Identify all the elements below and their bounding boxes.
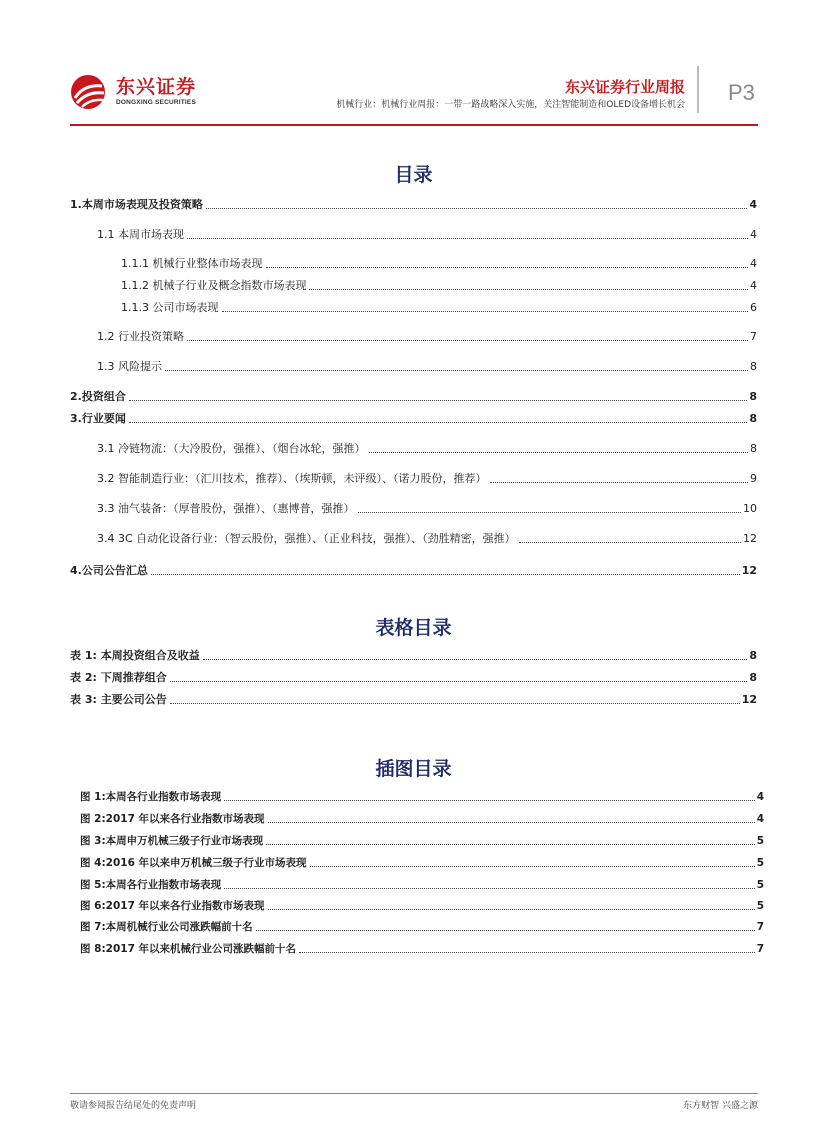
figure-entry-page: 5 — [756, 879, 764, 891]
company-logo — [70, 74, 196, 110]
figures-toc-title: 插图目录 — [375, 758, 452, 780]
toc-entry-page: 9 — [750, 472, 757, 485]
table-entry-label: 表 3: 主要公司公告 — [70, 693, 167, 706]
toc-entry-page: 4 — [750, 257, 757, 270]
toc-entry[interactable] — [121, 301, 757, 315]
toc-entry-label: 1.1 本周市场表现 — [97, 228, 184, 241]
figure-entry[interactable] — [80, 942, 764, 956]
figure-entry[interactable] — [80, 856, 764, 870]
toc-entry-label: 1.1.3 公司市场表现 — [121, 301, 219, 314]
disclaimer-note: 敬请参阅报告结尾处的免责声明 — [70, 1101, 197, 1111]
toc-entry-page: 8 — [750, 442, 757, 455]
table-entry-page: 12 — [741, 693, 757, 706]
tables-toc-title: 表格目录 — [375, 617, 452, 639]
toc-entry-label: 1.本周市场表现及投资策略 — [70, 198, 203, 211]
figure-entry-label: 图 5:本周各行业指数市场表现 — [80, 879, 222, 891]
toc-entry-page: 4 — [750, 279, 757, 292]
toc-entry-page: 6 — [750, 301, 757, 314]
table-entry[interactable] — [70, 649, 757, 663]
table-entry-page: 8 — [749, 649, 757, 662]
toc-entry[interactable] — [70, 390, 757, 404]
figure-entry-page: 4 — [756, 813, 764, 825]
toc-entry[interactable] — [70, 564, 757, 578]
toc-entry-label: 4.公司公告汇总 — [70, 564, 148, 577]
toc-entry-label: 3.行业要闻 — [70, 412, 126, 425]
logo-english-name: DONGXING SECURITIES — [116, 99, 197, 106]
toc-entry-label: 3.3 油气装备：（厚普股份，强推）、（惠博普，强推） — [97, 502, 355, 515]
toc-entry[interactable] — [97, 442, 757, 456]
table-entry-page: 8 — [749, 671, 757, 684]
toc-entry[interactable] — [97, 502, 757, 516]
header-divider — [697, 66, 699, 113]
figure-entry-label: 图 4:2016 年以来申万机械三级子行业市场表现 — [80, 857, 307, 869]
logo-chinese-name: 东兴证券 — [116, 76, 197, 98]
toc-entry-label: 1.1.1 机械行业整体市场表现 — [121, 257, 263, 270]
toc-entry-page: 8 — [750, 360, 757, 373]
toc-entry[interactable] — [70, 412, 757, 426]
dongxing-logo-icon — [70, 74, 110, 110]
toc-entry-page: 10 — [743, 502, 757, 515]
toc-title: 目录 — [394, 164, 433, 186]
report-title: 东兴证券行业周报 — [564, 78, 685, 96]
figure-entry-label: 图 8:2017 年以来机械行业公司涨跌幅前十名 — [80, 943, 297, 955]
figure-entry-page: 5 — [756, 857, 764, 869]
toc-entry[interactable] — [70, 198, 757, 212]
toc-entry-page: 12 — [743, 532, 757, 545]
table-entry-label: 表 2: 下周推荐组合 — [70, 671, 167, 684]
toc-entry[interactable] — [97, 330, 757, 344]
figure-entry[interactable] — [80, 834, 764, 848]
toc-entry[interactable] — [97, 228, 757, 242]
toc-entry[interactable] — [97, 360, 757, 374]
toc-entry[interactable] — [97, 472, 757, 486]
page-header — [0, 0, 827, 130]
figure-entry[interactable] — [80, 899, 764, 913]
figure-entry-page: 5 — [756, 835, 764, 847]
table-entry[interactable] — [70, 693, 757, 707]
figure-entry-page: 7 — [756, 943, 764, 955]
toc-entry-page: 4 — [750, 228, 757, 241]
footer-rule — [70, 1093, 758, 1094]
toc-entry-page: 8 — [749, 412, 757, 425]
toc-entry-label: 1.2 行业投资策略 — [97, 330, 184, 343]
toc-entry-label: 1.3 风险提示 — [97, 360, 162, 373]
figure-entry-label: 图 6:2017 年以来各行业指数市场表现 — [80, 900, 265, 912]
figure-entry-label: 图 7:本周机械行业公司涨跌幅前十名 — [80, 921, 253, 933]
figure-entry[interactable] — [80, 878, 764, 892]
header-rule — [70, 124, 758, 126]
figure-entry[interactable] — [80, 790, 764, 804]
figure-entry-page: 4 — [756, 791, 764, 803]
company-slogan: 东方财智 兴盛之源 — [683, 1101, 758, 1111]
table-entry[interactable] — [70, 671, 757, 685]
figure-entry[interactable] — [80, 812, 764, 826]
table-entry-label: 表 1: 本周投资组合及收益 — [70, 649, 200, 662]
page-number: P3 — [728, 80, 755, 105]
toc-entry-page: 4 — [749, 198, 757, 211]
toc-entry-page: 7 — [750, 330, 757, 343]
report-subtitle: 机械行业：机械行业周报：一带一路战略深入实施，关注智能制造和OLED设备增长机会 — [336, 100, 685, 110]
toc-entry[interactable] — [121, 257, 757, 271]
figure-entry-label: 图 2:2017 年以来各行业指数市场表现 — [80, 813, 265, 825]
figure-entry-page: 5 — [756, 900, 764, 912]
figure-entry[interactable] — [80, 920, 764, 934]
figure-entry-label: 图 3:本周申万机械三级子行业市场表现 — [80, 835, 264, 847]
figure-entry-page: 7 — [756, 921, 764, 933]
toc-entry-label: 2.投资组合 — [70, 390, 126, 403]
toc-entry[interactable] — [97, 532, 757, 546]
toc-entry-page: 8 — [749, 390, 757, 403]
figure-entry-label: 图 1:本周各行业指数市场表现 — [80, 791, 222, 803]
toc-entry-label: 3.2 智能制造行业：（汇川技术，推荐）、（埃斯顿，未评级）、（诺力股份，推荐） — [97, 472, 487, 485]
toc-entry-label: 3.4 3C 自动化设备行业：（智云股份，强推）、（正业科技，强推）、（劲胜精密，强推） — [97, 532, 516, 545]
toc-entry-label: 3.1 冷链物流：（大冷股份，强推）、（烟台冰轮，强推） — [97, 442, 366, 455]
toc-entry-page: 12 — [741, 564, 757, 577]
toc-entry-label: 1.1.2 机械子行业及概念指数市场表现 — [121, 279, 307, 292]
toc-entry[interactable] — [121, 279, 757, 293]
